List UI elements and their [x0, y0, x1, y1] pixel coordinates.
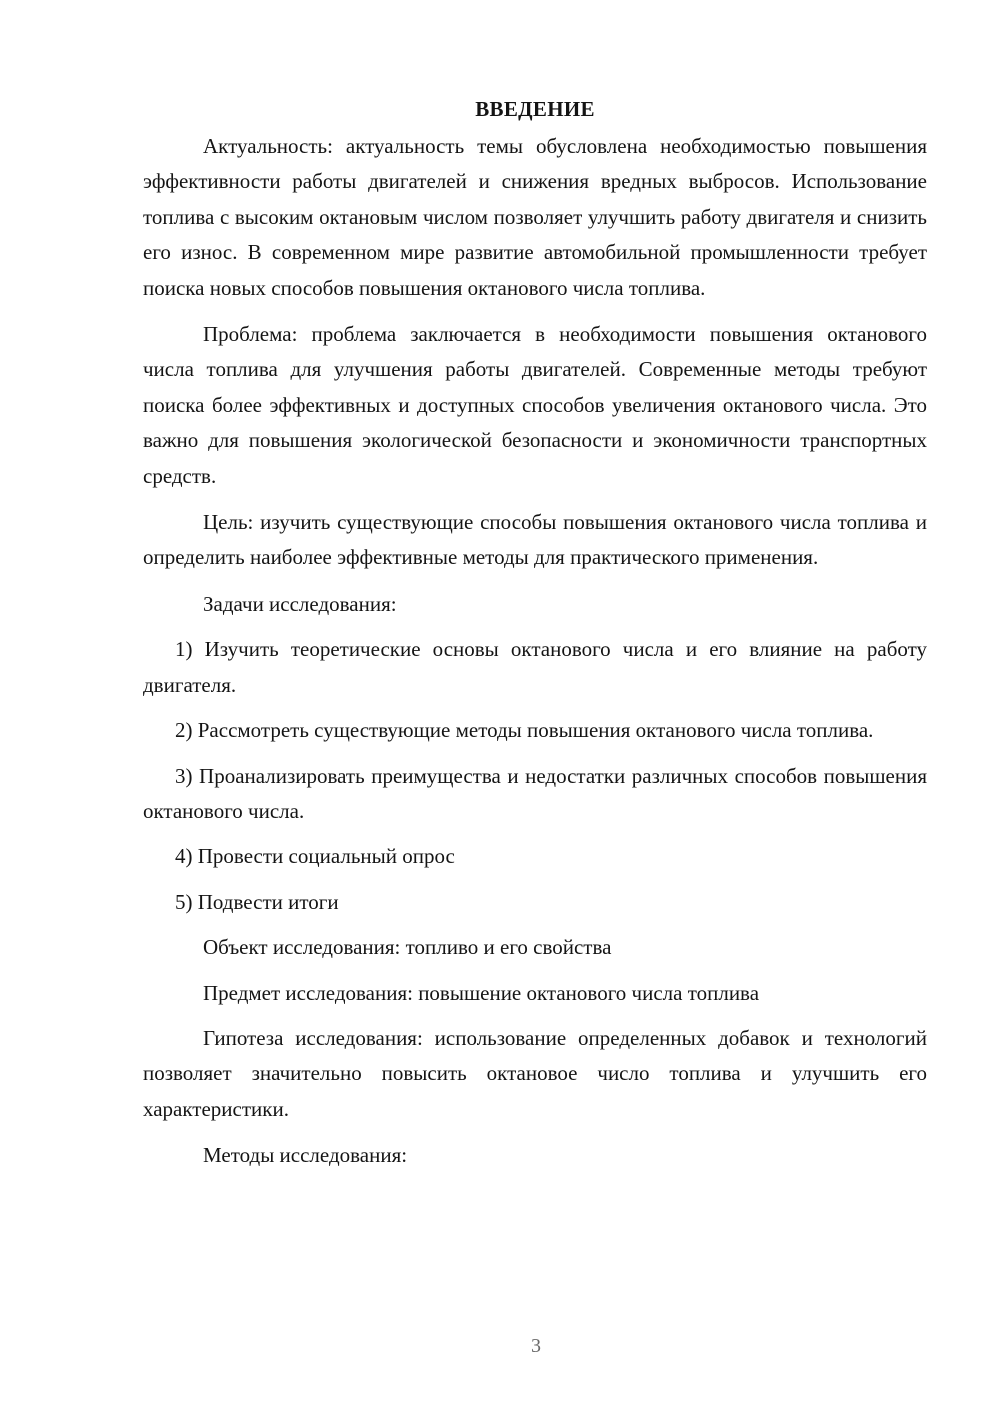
task-item: 2) Рассмотреть существующие методы повышения октанового числа топлива.: [175, 718, 874, 743]
paragraph-hypothesis: Гипотеза исследования: использование определенных добавок и технологий позволяет значительно повысить октановое число топлива и улучшить его характеристики.: [143, 1025, 927, 1121]
task-item: 1) Изучить теоретические основы октанового числа и его влияние на работу двигателя.: [143, 637, 927, 697]
page-content: [143, 92, 927, 1174]
task-item: 3) Проанализировать преимущества и недостатки различных способов повышения октанового числа.: [143, 763, 927, 823]
paragraph-relevance: Актуальность: актуальность темы обусловлена необходимостью повышения эффективности работы двигателей и снижения вредных выбросов. Использование топлива с высоким октановым числом позволяет улучшить работу двигателя и снизить его износ. В современном мире развитие автомобильной промышленности требует поиска новых способов повышения октанового числа топлива.: [143, 134, 927, 300]
paragraph-object: Объект исследования: топливо и его свойства: [203, 935, 612, 960]
task-item: 4) Провести социальный опрос: [175, 844, 455, 869]
page-title: ВВЕДЕНИЕ: [475, 97, 595, 121]
paragraph-problem: Проблема: проблема заключается в необходимости повышения октанового числа топлива для улучшения работы двигателей. Современные методы требуют поиска более эффективных и доступных способов увеличения октанового числа. Это важно для повышения экологической безопасности и экономичности транспортных средств.: [143, 322, 927, 488]
methods-heading: Методы исследования:: [203, 1143, 408, 1168]
paragraph-goal: Цель: изучить существующие способы повышения октанового числа топлива и определить наиболее эффективные методы для практического применения.: [143, 510, 927, 570]
paragraph-subject: Предмет исследования: повышение октанового числа топлива: [203, 980, 760, 1005]
tasks-heading: Задачи исследования:: [203, 591, 397, 616]
page-number: 3: [531, 1335, 541, 1357]
task-item: 5) Подвести итоги: [175, 889, 339, 914]
